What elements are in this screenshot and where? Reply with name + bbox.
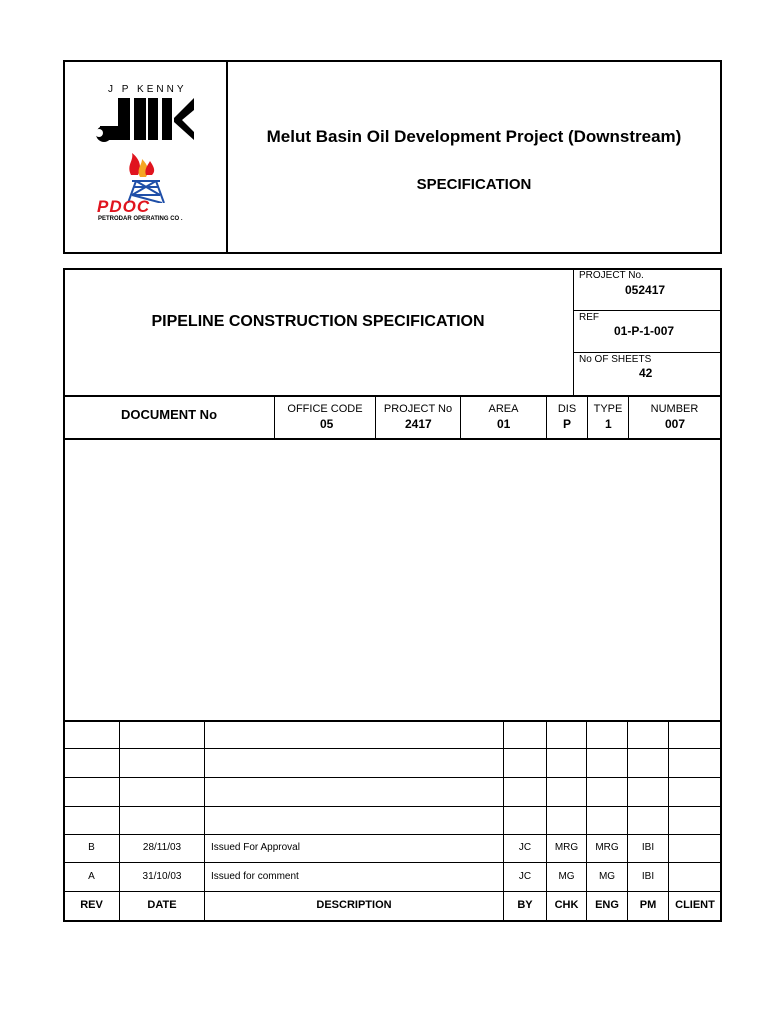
- docnum-top-line: [63, 395, 722, 397]
- office-code-label: OFFICE CODE: [287, 403, 363, 415]
- info-divider: [573, 268, 574, 396]
- rev-row-line-6: [63, 891, 722, 892]
- chk-cell: MRG: [554, 842, 579, 853]
- desc-cell: Issued For Approval: [211, 842, 300, 853]
- rev-col-line-6: [627, 720, 628, 921]
- rev-cell: B: [88, 842, 95, 853]
- jp-kenny-logo: [90, 84, 200, 144]
- pm-cell: IBI: [641, 842, 655, 853]
- revision-table-top: [63, 720, 722, 722]
- jp-kenny-mark-icon: [90, 96, 200, 146]
- pdoc-logo-subtext: PETRODAR OPERATING CO .: [98, 216, 183, 222]
- date-cell: 31/10/03: [142, 871, 182, 882]
- header-divider: [226, 60, 228, 254]
- rev-row-line-5: [63, 862, 722, 863]
- pdoc-logo-text: PDOC: [97, 197, 151, 216]
- office-code-value: 05: [320, 417, 334, 431]
- date-header: DATE: [147, 899, 177, 911]
- rev-header: REV: [80, 899, 103, 911]
- type-value: 1: [605, 417, 612, 431]
- rev-row-line-1: [63, 748, 722, 749]
- description-header: DESCRIPTION: [316, 899, 392, 911]
- rev-col-line-4: [546, 720, 547, 921]
- rev-col-line-1: [119, 720, 120, 921]
- eng-cell: MG: [598, 871, 616, 882]
- rev-col-line-2: [204, 720, 205, 921]
- dis-value: P: [563, 417, 572, 431]
- pm-cell: IBI: [641, 871, 655, 882]
- type-label: TYPE: [593, 403, 623, 415]
- chk-cell: MG: [558, 871, 575, 882]
- spec-title: PIPELINE CONSTRUCTION SPECIFICATION: [151, 313, 485, 330]
- by-header: BY: [517, 899, 533, 911]
- rev-col-line-7: [668, 720, 669, 921]
- ref-value: 01-P-1-007: [614, 324, 675, 338]
- rev-row-line-2: [63, 777, 722, 778]
- project-title: Melut Basin Oil Development Project (Downstream): [266, 127, 682, 146]
- sheets-label: No OF SHEETS: [579, 354, 652, 365]
- area-value: 01: [497, 417, 511, 431]
- area-label: AREA: [488, 403, 519, 415]
- project-no-field-value: 2417: [405, 417, 432, 431]
- project-no-value: 052417: [625, 283, 666, 297]
- by-cell: JC: [518, 871, 532, 882]
- info-row-line-1: [573, 310, 722, 311]
- chk-header: CHK: [554, 899, 579, 911]
- rev-cell: A: [88, 871, 95, 882]
- number-value: 007: [665, 417, 686, 431]
- rev-col-line-3: [503, 720, 504, 921]
- flame-tower-icon: [96, 153, 196, 203]
- doc-type-title: SPECIFICATION: [416, 176, 532, 193]
- rev-row-line-4: [63, 834, 722, 835]
- rev-col-line-5: [586, 720, 587, 921]
- sheets-value: 42: [639, 366, 653, 380]
- dis-label: DIS: [557, 403, 577, 415]
- project-no-field-label: PROJECT No: [383, 403, 453, 415]
- jp-kenny-logo-text: J P KENNY: [108, 84, 187, 95]
- date-cell: 28/11/03: [142, 842, 182, 853]
- rev-row-line-3: [63, 806, 722, 807]
- eng-cell: MRG: [595, 842, 619, 853]
- info-row-line-2: [573, 352, 722, 353]
- client-header: CLIENT: [675, 899, 715, 911]
- pdoc-logo: [96, 153, 196, 223]
- document-no-label: DOCUMENT No: [120, 407, 218, 422]
- by-cell: JC: [518, 842, 532, 853]
- desc-cell: Issued for comment: [211, 871, 299, 882]
- eng-header: ENG: [595, 899, 619, 911]
- project-no-label: PROJECT No.: [579, 270, 644, 281]
- pm-header: PM: [639, 899, 657, 911]
- number-label: NUMBER: [650, 403, 699, 415]
- ref-label: REF: [579, 312, 599, 323]
